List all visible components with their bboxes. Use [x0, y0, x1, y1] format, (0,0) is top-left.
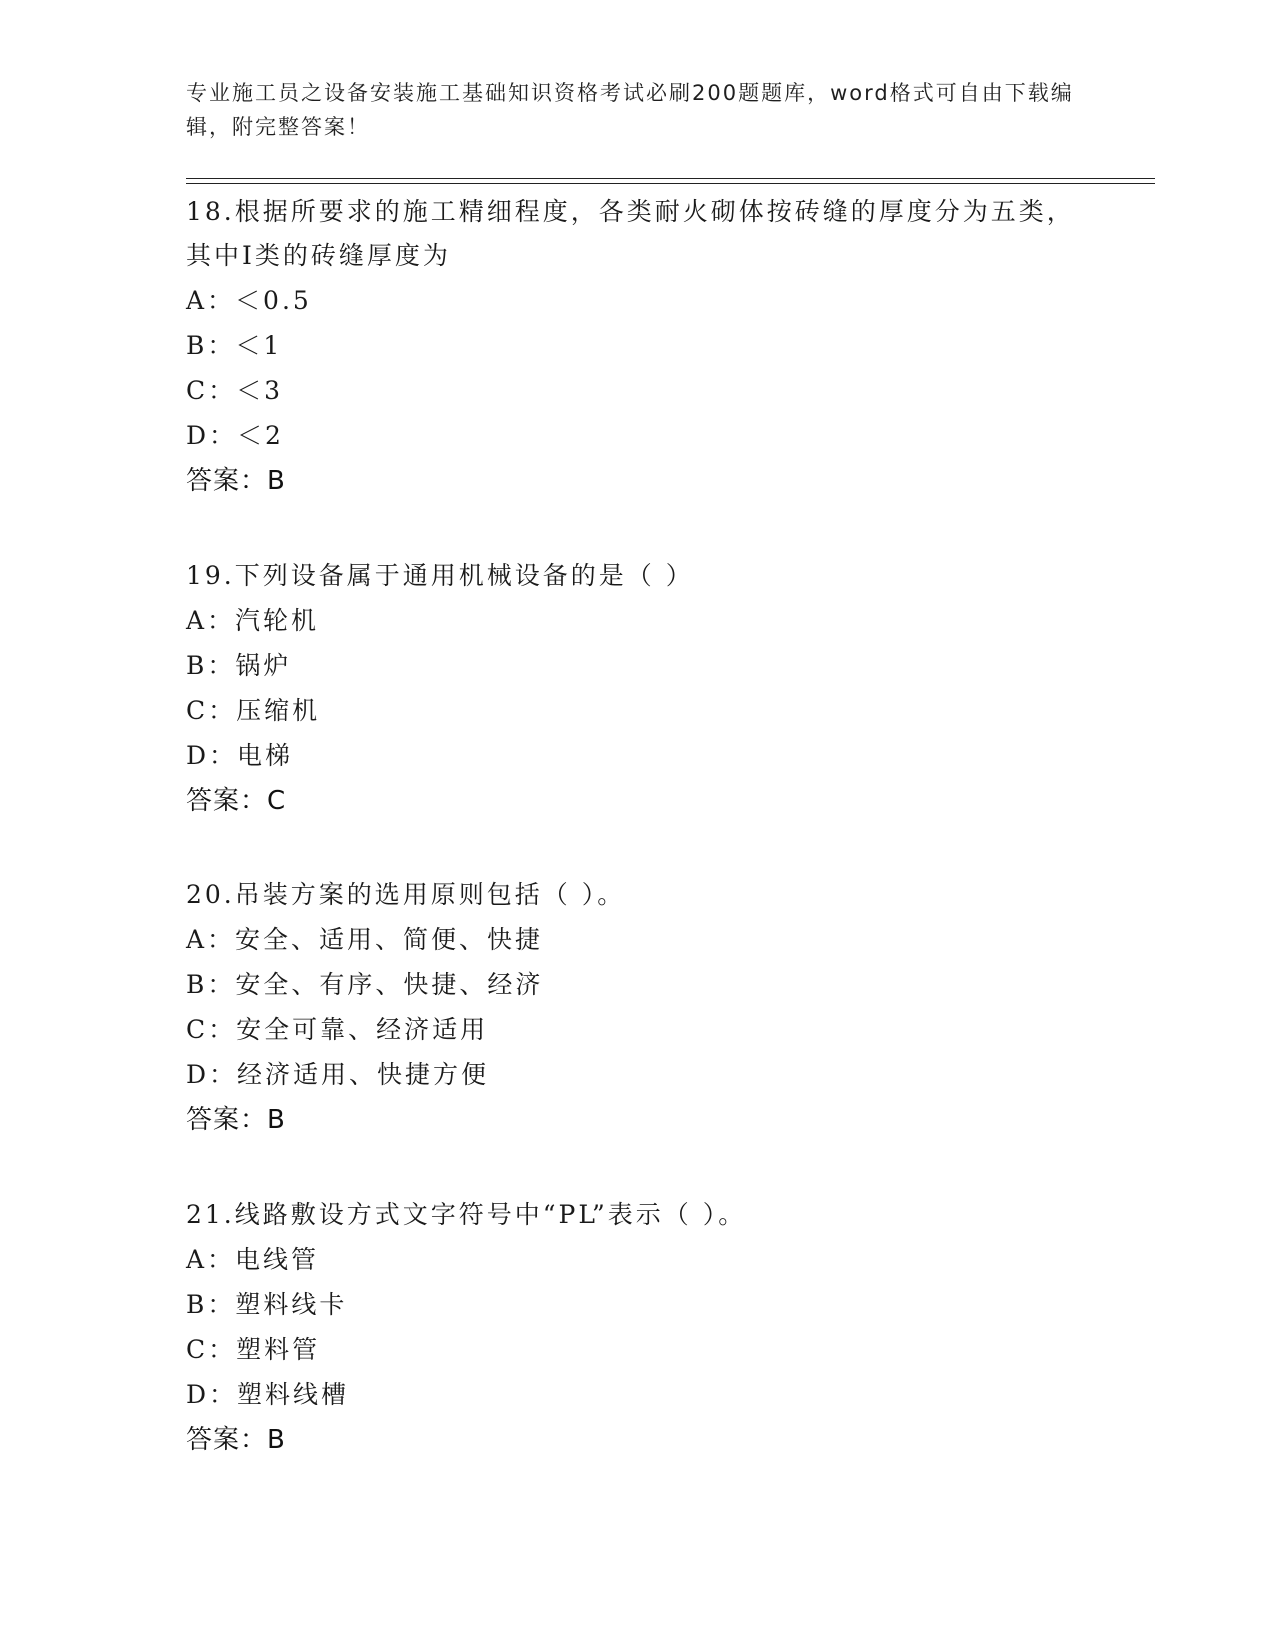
option-c: C：安全可靠、经济适用 — [186, 1015, 489, 1044]
option-d: D：电梯 — [186, 741, 294, 770]
option-a: A：电线管 — [186, 1245, 320, 1274]
header-divider-bottom — [186, 183, 1155, 184]
option-d: D：塑料线槽 — [186, 1380, 350, 1409]
answer-line: 答案：B — [186, 1105, 286, 1135]
option-a: A：＜0.5 — [186, 286, 312, 315]
document-header — [186, 76, 1086, 144]
option-a: A：汽轮机 — [186, 606, 320, 635]
answer-line: 答案：B — [186, 1425, 286, 1455]
option-b: B：＜1 — [186, 331, 283, 360]
answer-line: 答案：B — [186, 466, 286, 496]
option-d: D：＜2 — [186, 421, 284, 450]
question-stem: 18.根据所要求的施工精细程度，各类耐火砌体按砖缝的厚度分为五类，其中Ⅰ类的砖缝厚度为 — [186, 197, 1075, 270]
option-d: D：经济适用、快捷方便 — [186, 1060, 490, 1089]
header-text: 专业施工员之设备安装施工基础知识资格考试必刷200题题库，word格式可自由下载编辑，附完整答案！ — [186, 81, 1074, 139]
question-18 — [186, 190, 1086, 504]
question-19 — [186, 554, 1086, 824]
question-stem: 20.吊装方案的选用原则包括（ ）。 — [186, 880, 626, 909]
question-stem: 21.线路敷设方式文字符号中“PL”表示（ ）。 — [186, 1200, 747, 1229]
option-b: B：塑料线卡 — [186, 1290, 348, 1319]
option-b: B：安全、有序、快捷、经济 — [186, 970, 544, 999]
header-divider-top — [186, 178, 1155, 179]
answer-line: 答案：C — [186, 786, 287, 816]
option-c: C：压缩机 — [186, 696, 321, 725]
question-21 — [186, 1193, 1086, 1463]
option-c: C：塑料管 — [186, 1335, 321, 1364]
question-stem: 19.下列设备属于通用机械设备的是（ ） — [186, 561, 694, 590]
option-b: B：锅炉 — [186, 651, 292, 680]
option-c: C：＜3 — [186, 376, 284, 405]
option-a: A：安全、适用、简便、快捷 — [186, 925, 544, 954]
question-20 — [186, 873, 1086, 1143]
